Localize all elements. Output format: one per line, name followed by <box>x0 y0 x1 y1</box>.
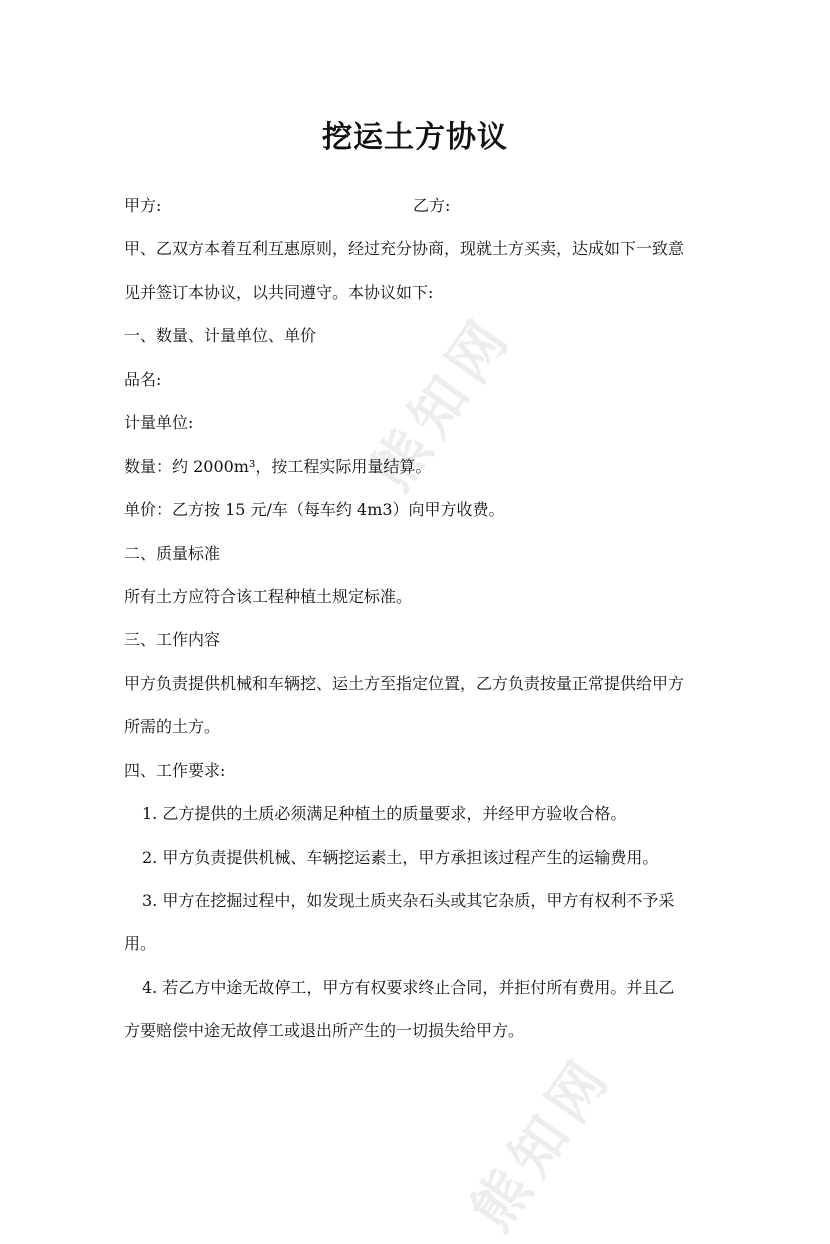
work-content-line: 所需的土方。 <box>124 717 221 736</box>
work-content-line: 甲方负责提供机械和车辆挖、运土方至指定位置，乙方负责按量正常提供给甲方 <box>124 674 685 693</box>
requirement-item-continuation: 方要赔偿中途无故停工或退出所产生的一切损失给甲方。 <box>124 1021 525 1040</box>
section-heading: 一、数量、计量单位、单价 <box>124 326 317 345</box>
party-a-label: 甲方: <box>124 196 162 215</box>
requirement-item: 4. 若乙方中途无故停工，甲方有权要求终止合同，并拒付所有费用。并且乙 <box>142 978 675 997</box>
product-name-field: 品名: <box>124 370 162 389</box>
quality-text: 所有土方应符合该工程种植土规定标准。 <box>124 587 413 606</box>
section-heading: 四、工作要求: <box>124 761 226 780</box>
requirement-item-continuation: 用。 <box>124 934 157 953</box>
section-heading: 三、工作内容 <box>124 630 221 649</box>
requirement-item: 2. 甲方负责提供机械、车辆挖运素土，甲方承担该过程产生的运输费用。 <box>142 848 659 867</box>
watermark: 熊知网 <box>359 302 527 503</box>
requirement-item: 1. 乙方提供的土质必须满足种植土的质量要求，并经甲方验收合格。 <box>142 804 627 823</box>
price-field: 单价：乙方按 15 元/车（每车约 4m3）向甲方收费。 <box>124 500 505 519</box>
intro-paragraph-line: 甲、乙双方本着互利互惠原则，经过充分协商，现就土方买卖，达成如下一致意 <box>124 239 685 258</box>
intro-paragraph-line: 见并签订本协议，以共同遵守。本协议如下: <box>124 283 434 302</box>
quantity-field: 数量：约 2000m³，按工程实际用量结算。 <box>124 457 432 476</box>
requirement-item: 3. 甲方在挖掘过程中，如发现土质夹杂石头或其它杂质，甲方有权利不予采 <box>142 891 675 910</box>
section-heading: 二、质量标准 <box>124 544 221 563</box>
unit-field: 计量单位: <box>124 413 194 432</box>
page-title: 挖运土方协议 <box>322 120 508 155</box>
party-b-label: 乙方: <box>413 196 451 215</box>
watermark: 熊知网 <box>459 1042 627 1243</box>
